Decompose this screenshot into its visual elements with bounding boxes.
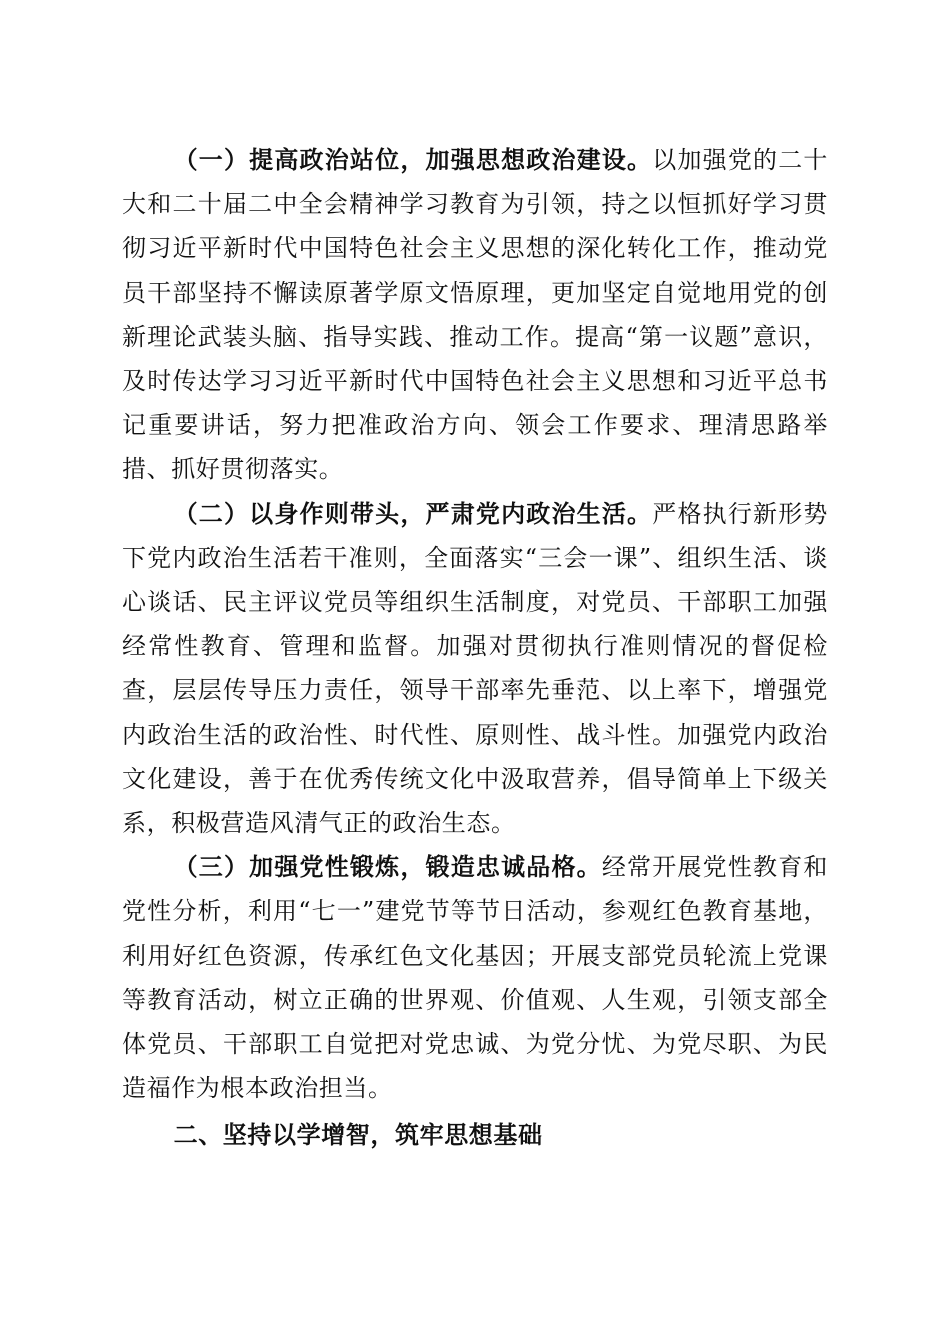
paragraph-3 xyxy=(122,845,828,1110)
document-page xyxy=(122,138,828,1158)
paragraph-3-lead: （三）加强党性锻炼，锻造忠诚品格。 xyxy=(173,852,602,882)
paragraph-2-body: 严格执行新形势下党内政治生活若干准则，全面落实“三会一课”、组织生活、谈心谈话、民主评议党员等组织生活制度，对党员、干部职工加强经常性教育、管理和监督。加强对贯彻执行准则情况的督促检查，层层传导压力责任，领导干部率先垂范、以上率下，增强党内政治生活的政治性、时代性、原则性、战斗性。加强党内政治文化建设，善于在优秀传统文化中汲取营养，倡导简单上下级关系，积极营造风清气正的政治生态。 xyxy=(122,499,829,838)
paragraph-1-lead: （一）提高政治站位，加强思想政治建设。 xyxy=(173,145,653,174)
paragraph-3-body: 经常开展党性教育和党性分析，利用“七一”建党节等节日活动，参观红色教育基地，利用好红色资源，传承红色文化基因；开展支部党员轮流上党课等教育活动，树立正确的世界观、价值观、人生观，引领支部全体党员、干部职工自觉把对党忠诚、为党分忧、为党尽职、为民造福作为根本政治担当。 xyxy=(122,853,828,1103)
section-heading: 二、坚持以学增智，筑牢思想基础 xyxy=(173,1121,543,1150)
paragraph-1-body: 以加强党的二十大和二十届二中全会精神学习教育为引领，持之以恒抓好学习贯彻习近平新时代中国特色社会主义思想的深化转化工作，推动党员干部坚持不懈读原著学原文悟原理，更加坚定自觉地用党的创新理论武装头脑、指导实践、推动工作。提高“第一议题”意识，及时传达学习习近平新时代中国特色社会主义思想和习近平总书记重要讲话，努力把准政治方向、领会工作要求、理清思路举措、抓好贯彻落实。 xyxy=(122,146,829,484)
paragraph-2 xyxy=(122,492,828,846)
paragraph-2-lead: （二）以身作则带头，严肃党内政治生活。 xyxy=(173,498,653,528)
paragraph-1 xyxy=(122,138,828,492)
